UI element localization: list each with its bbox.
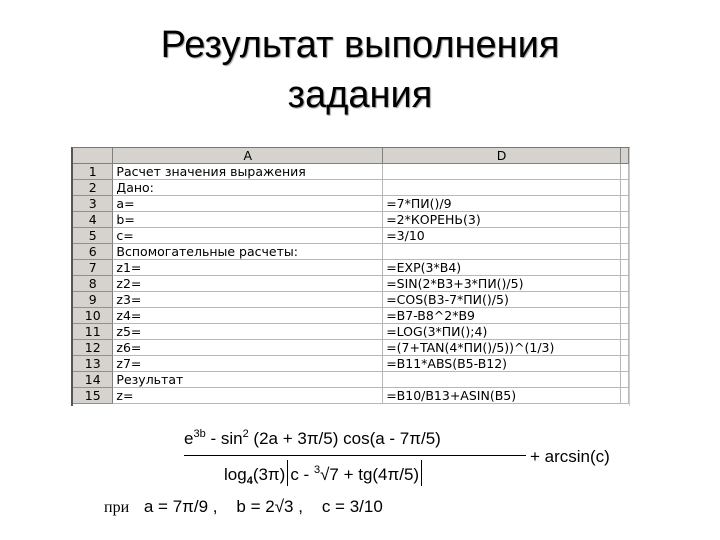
cell-next[interactable] xyxy=(620,180,628,196)
given-values-prefix: при xyxy=(104,499,130,516)
column-header-row xyxy=(73,148,629,164)
row-header[interactable]: 14 xyxy=(73,372,113,388)
formula-den-root-index: 3 xyxy=(313,464,321,476)
row-header[interactable]: 11 xyxy=(73,324,113,340)
cell-d[interactable] xyxy=(383,164,621,180)
table-row xyxy=(73,340,629,356)
table-row xyxy=(73,260,629,276)
cell-a[interactable]: z6= xyxy=(113,340,383,356)
cell-next[interactable] xyxy=(620,276,628,292)
formula-den-log-base: 4 xyxy=(246,475,253,487)
slide-title xyxy=(0,20,720,120)
cell-a[interactable]: a= xyxy=(113,196,383,212)
column-header-next[interactable] xyxy=(620,148,628,164)
table-row xyxy=(73,388,629,404)
math-formula xyxy=(184,428,644,494)
table-row xyxy=(73,164,629,180)
cell-d[interactable]: =2*КОРЕНЬ(3) xyxy=(383,212,621,228)
slide-title-line-1: Результат выполнения xyxy=(160,24,560,66)
cell-next[interactable] xyxy=(620,212,628,228)
formula-den-root: √7 + tg(4π/5) xyxy=(320,465,420,484)
abs-bar-right xyxy=(421,460,422,486)
cell-d[interactable]: =B11*ABS(B5-B12) xyxy=(383,356,621,372)
row-header[interactable]: 12 xyxy=(73,340,113,356)
cell-next[interactable] xyxy=(620,260,628,276)
cell-next[interactable] xyxy=(620,388,628,404)
formula-den-c: c - xyxy=(290,465,314,484)
cell-next[interactable] xyxy=(620,228,628,244)
column-header-a[interactable]: A xyxy=(113,148,383,164)
table-row xyxy=(73,276,629,292)
cell-a[interactable]: z5= xyxy=(113,324,383,340)
cell-a[interactable]: z2= xyxy=(113,276,383,292)
cell-next[interactable] xyxy=(620,340,628,356)
spreadsheet-screenshot xyxy=(71,147,630,406)
row-header[interactable]: 7 xyxy=(73,260,113,276)
spreadsheet-body xyxy=(73,164,629,404)
formula-num-sin: - sin xyxy=(205,429,243,448)
formula-num-exponent: 3b xyxy=(193,428,206,440)
table-row xyxy=(73,292,629,308)
formula-num-rest: (2a + 3π/5) cos(a - 7π/5) xyxy=(253,429,441,448)
cell-next[interactable] xyxy=(620,244,628,260)
cell-next[interactable] xyxy=(620,196,628,212)
cell-d[interactable]: =(7+TAN(4*ПИ()/5))^(1/3) xyxy=(383,340,621,356)
table-row xyxy=(73,308,629,324)
cell-next[interactable] xyxy=(620,164,628,180)
cell-d[interactable]: =3/10 xyxy=(383,228,621,244)
formula-arcsin-term: + arcsin(c) xyxy=(530,447,610,466)
cell-d[interactable]: =SIN(2*B3+3*ПИ()/5) xyxy=(383,276,621,292)
cell-next[interactable] xyxy=(620,308,628,324)
cell-next[interactable] xyxy=(620,324,628,340)
cell-d[interactable]: =EXP(3*B4) xyxy=(383,260,621,276)
table-row xyxy=(73,228,629,244)
cell-a[interactable]: Результат xyxy=(113,372,383,388)
cell-d[interactable]: =7*ПИ()/9 xyxy=(383,196,621,212)
slide-title-line-2: задания xyxy=(287,74,433,116)
cell-a[interactable]: z7= xyxy=(113,356,383,372)
cell-d[interactable]: =B7-B8^2*B9 xyxy=(383,308,621,324)
cell-a[interactable]: z3= xyxy=(113,292,383,308)
table-row xyxy=(73,180,629,196)
cell-d[interactable] xyxy=(383,244,621,260)
table-row xyxy=(73,324,629,340)
row-header[interactable]: 8 xyxy=(73,276,113,292)
cell-a[interactable]: z4= xyxy=(113,308,383,324)
given-c: c = 3/10 xyxy=(321,497,383,516)
spreadsheet-grid xyxy=(73,148,629,404)
table-row xyxy=(73,356,629,372)
given-b: b = 2√3 , xyxy=(236,497,303,516)
cell-a[interactable]: c= xyxy=(113,228,383,244)
row-header[interactable]: 4 xyxy=(73,212,113,228)
table-row xyxy=(73,212,629,228)
cell-d[interactable]: =LOG(3*ПИ();4) xyxy=(383,324,621,340)
formula-den-log: log xyxy=(224,465,247,484)
row-header[interactable]: 9 xyxy=(73,292,113,308)
given-a: a = 7π/9 , xyxy=(143,497,218,516)
table-row xyxy=(73,372,629,388)
given-values xyxy=(104,497,383,517)
formula-fraction-line xyxy=(184,455,526,456)
row-header[interactable]: 15 xyxy=(73,388,113,404)
row-header[interactable]: 3 xyxy=(73,196,113,212)
cell-a[interactable]: Вспомогательные расчеты: xyxy=(113,244,383,260)
cell-d[interactable]: =B10/B13+ASIN(B5) xyxy=(383,388,621,404)
cell-d[interactable] xyxy=(383,180,621,196)
cell-a[interactable]: b= xyxy=(113,212,383,228)
formula-num-e: e xyxy=(184,429,194,448)
row-header[interactable]: 2 xyxy=(73,180,113,196)
table-row xyxy=(73,196,629,212)
column-header-d[interactable]: D xyxy=(383,148,621,164)
cell-a[interactable]: z= xyxy=(113,388,383,404)
formula-den-log-arg: (3π) xyxy=(252,465,286,484)
cell-next[interactable] xyxy=(620,292,628,308)
row-header[interactable]: 1 xyxy=(73,164,113,180)
table-row xyxy=(73,244,629,260)
row-header[interactable]: 13 xyxy=(73,356,113,372)
cell-a[interactable]: Дано: xyxy=(113,180,383,196)
abs-bar-left xyxy=(287,460,288,486)
cell-d[interactable] xyxy=(383,372,621,388)
cell-d[interactable]: =COS(B3-7*ПИ()/5) xyxy=(383,292,621,308)
cell-next[interactable] xyxy=(620,372,628,388)
formula-numerator xyxy=(184,428,441,449)
formula-num-square: 2 xyxy=(242,428,249,440)
row-header[interactable]: 10 xyxy=(73,308,113,324)
row-header[interactable]: 5 xyxy=(73,228,113,244)
cell-a[interactable]: z1= xyxy=(113,260,383,276)
formula-denominator xyxy=(224,460,424,487)
cell-a[interactable]: Расчет значения выражения xyxy=(113,164,383,180)
cell-next[interactable] xyxy=(620,356,628,372)
select-all-corner[interactable] xyxy=(73,148,113,164)
row-header[interactable]: 6 xyxy=(73,244,113,260)
